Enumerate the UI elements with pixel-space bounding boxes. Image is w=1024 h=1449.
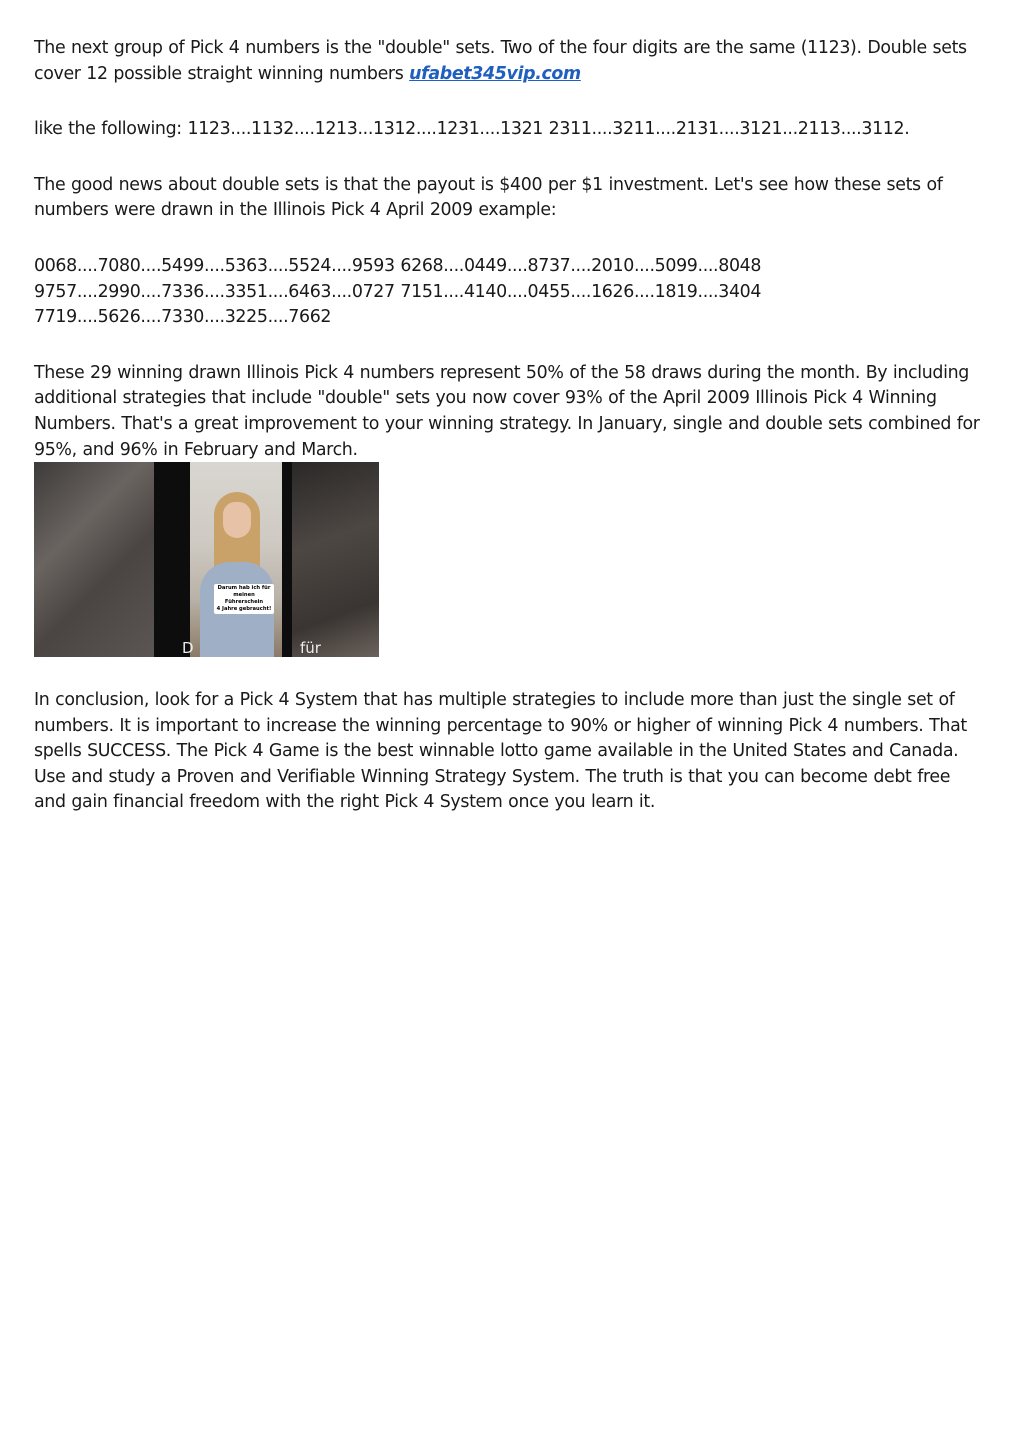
paragraph-payout: The good news about double sets is that the payout is $400 per $1 investment. Let's see how these sets of numbers were drawn in the Illinois Pick 4 April 2009 example:	[34, 174, 943, 221]
caption-line-2: meinen Führerschein	[224, 592, 264, 605]
caption-line-3: 4 Jahre gebraucht!	[216, 606, 272, 612]
article-conclusion	[34, 688, 984, 816]
caption-line-1: Darum hab ich für	[217, 585, 271, 591]
video-overlay-right-text: für	[300, 639, 321, 657]
numbers-line-1: 0068....7080....5499....5363....5524....9593 6268....0449....8737....2010....5099....8048	[34, 255, 762, 276]
paragraph-drawn-numbers	[34, 254, 984, 331]
video-blur-left	[34, 462, 154, 657]
paragraph-text: The next group of Pick 4 numbers is the "double" sets. Two of the four digits are the same (1123). Double sets cover 12 possible straight winning numbers	[34, 38, 967, 84]
video-bar-left	[154, 462, 190, 657]
paragraph-conclusion: In conclusion, look for a Pick 4 System that has multiple strategies to include more than just the single set of numbers. It is important to increase the winning percentage to 90% or higher of winning Pick 4 numbers. That spells SUCCESS. The Pick 4 Game is the best winnable lotto game available in the United States and Canada. Use and study a Proven and Verifiable Winning Strategy System. The truth is that you can become debt free and gain financial freedom with the right Pick 4 System once you learn it.	[34, 690, 967, 813]
video-overlay-left-text: D	[182, 639, 194, 657]
video-blur-right	[292, 462, 379, 657]
article-body	[34, 36, 984, 463]
paragraph-statistics: These 29 winning drawn Illinois Pick 4 numbers represent 50% of the 58 draws during the month. By including additional strategies that include "double" sets you now cover 93% of the April 2009 Illinois Pick 4 Winning Numbers. That's a great improvement to your winning strategy. In January, single and double sets combined for 95%, and 96% in February and March.	[34, 362, 980, 460]
paragraph-examples: like the following: 1123....1132....1213...1312....1231....1321 2311....3211....2131....3121...2113....3112.	[34, 119, 910, 140]
video-bar-right	[282, 462, 292, 657]
person-face	[223, 502, 251, 538]
video-thumbnail[interactable]	[34, 462, 379, 657]
paragraph-double-sets	[34, 36, 984, 87]
ufabet-link[interactable]: ufabet345vip.com	[409, 63, 581, 84]
video-frame	[190, 462, 282, 657]
numbers-line-2: 9757....2990....7336....3351....6463....0727 7151....4140....0455....1626....1819....3404 7719....5626....7330....3225....7662	[34, 281, 762, 328]
video-caption	[214, 584, 274, 614]
